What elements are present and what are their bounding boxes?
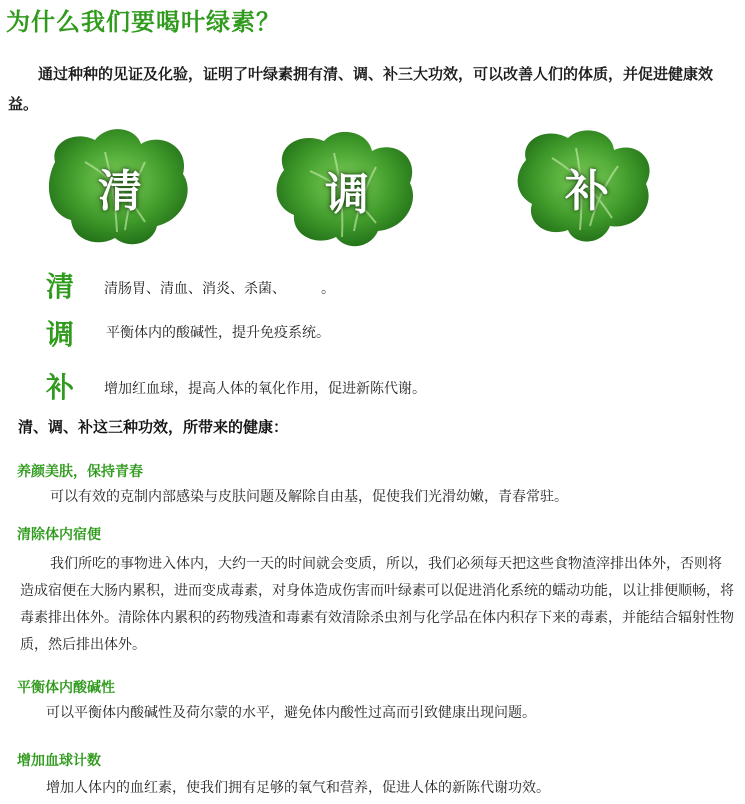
- benefit-text: 增加人体内的血红素，使我们拥有足够的氧气和营养，促进人体的新陈代谢功效。: [46, 780, 550, 796]
- effect-text-bu: 增加红血球，提高人体的氧化作用，促进新陈代谢。: [104, 381, 426, 397]
- leaf-label: 清: [98, 166, 142, 217]
- benefits-heading: 清、调、补这三种功效，所带来的健康：: [18, 418, 289, 436]
- benefit-text: 我们所吃的事物进入体内，大约一天的时间就会变质，所以，我们必须每天把这些食物渣滓排出体外，否则将造成宿便在大肠内累积，进而变成毒素，对身体造成伤害而叶绿素可以促进消化系统的蠕动功能，以让排便顺畅，将毒素排出体外。清除体内累积的药物残渣和毒素有效清除杀虫剂与化学品在体内积存下来的毒素，并能结合辐射性物质，然后排出体外。: [20, 556, 734, 653]
- effect-text-tiao: 平衡体内的酸碱性，提升免疫系统。: [106, 325, 330, 341]
- leaf-image-bu: [512, 122, 662, 252]
- leaf-image-tiao: [272, 125, 422, 255]
- effect-char-qing: 清: [46, 270, 75, 303]
- benefit-heading: 养颜美肤，保持青春: [17, 464, 143, 480]
- leaf-label: 调: [325, 169, 369, 220]
- intro-paragraph: 通过种种的见证及化验，证明了叶绿素拥有清、调、补三大功效，可以改善人们的体质，并促进健康效益。: [8, 65, 714, 113]
- page-title: 为什么我们要喝叶绿素？: [6, 8, 281, 36]
- benefit-text: 可以有效的克制内部感染与皮肤问题及解除自由基，促使我们光滑幼嫩，青春常驻。: [50, 489, 568, 505]
- effect-char-bu: 补: [46, 371, 75, 404]
- effect-text-qing: 清肠胃、清血、消炎、杀菌、 。: [104, 281, 335, 297]
- leaf-label: 补: [565, 166, 609, 217]
- benefit-heading: 平衡体内酸碱性: [17, 680, 115, 696]
- leaf-image-qing: [45, 122, 195, 252]
- benefit-heading: 清除体内宿便: [17, 527, 101, 543]
- benefit-heading: 增加血球计数: [17, 753, 101, 769]
- benefit-text: 可以平衡体内酸碱性及荷尔蒙的水平，避免体内酸性过高而引致健康出现问题。: [46, 705, 536, 721]
- effect-char-tiao: 调: [46, 318, 75, 351]
